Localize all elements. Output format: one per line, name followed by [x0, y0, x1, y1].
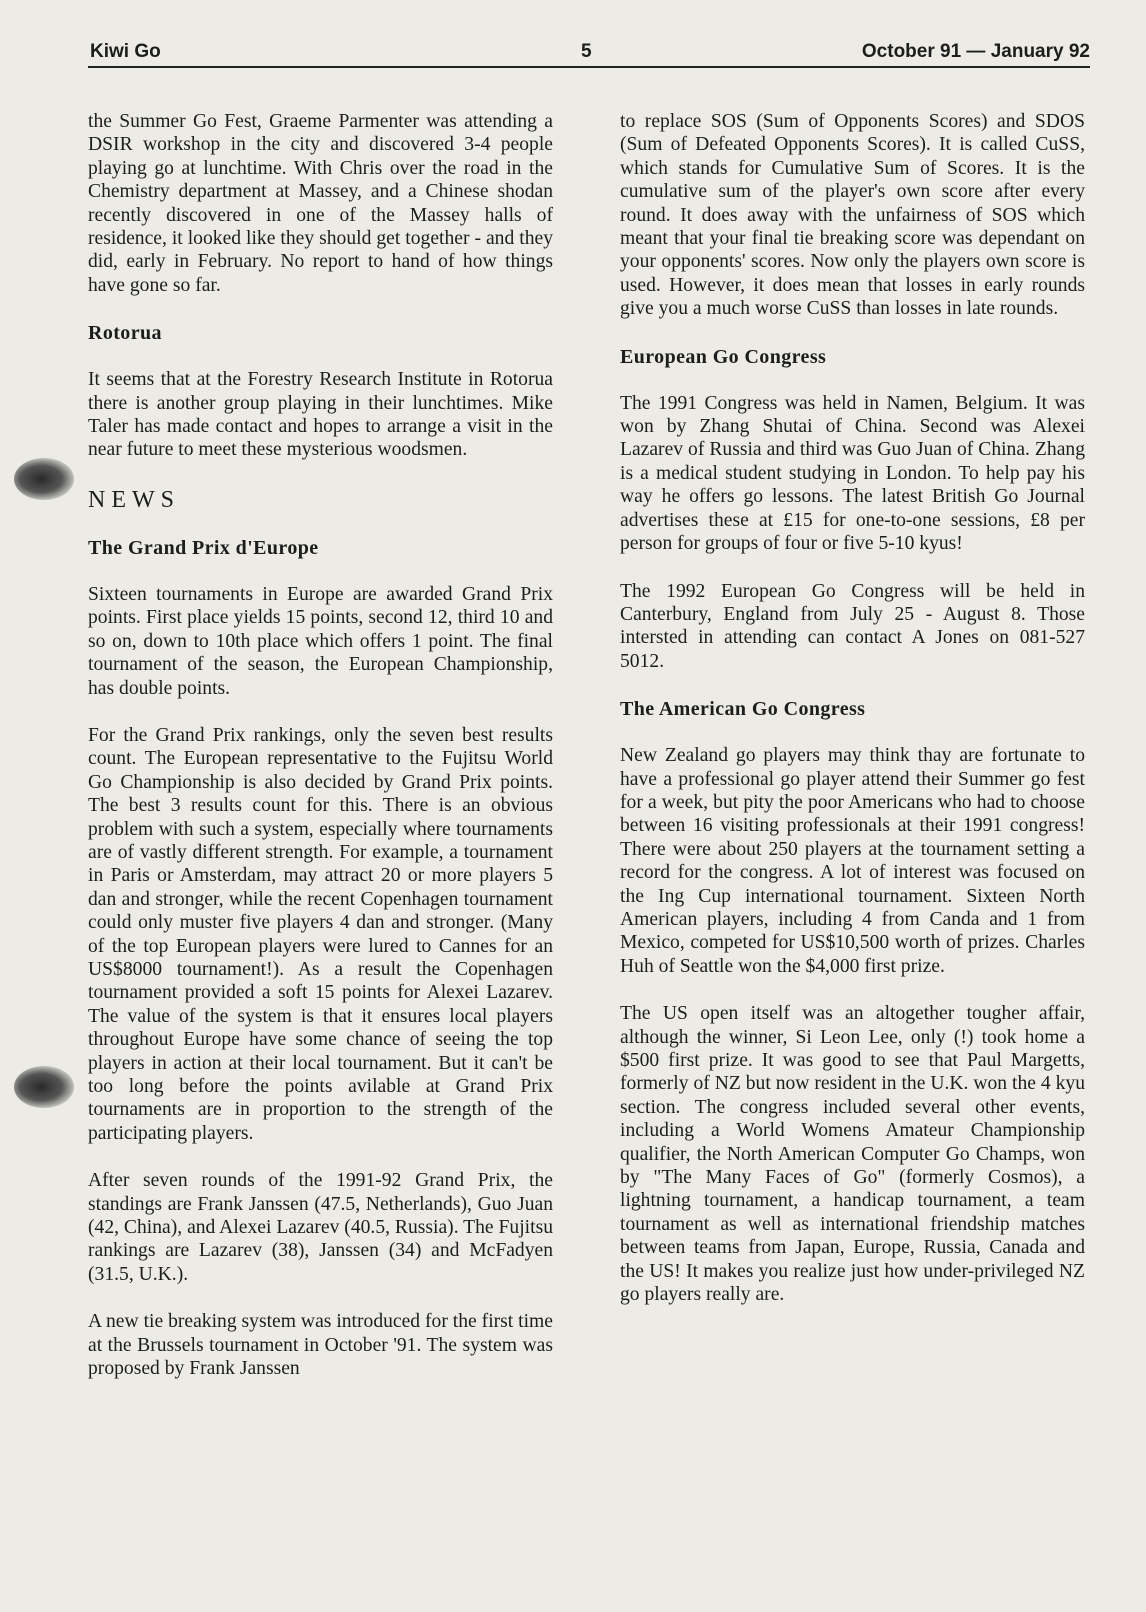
paragraph-grand-prix-rankings: For the Grand Prix rankings, only the seven best results count. The European representative to the Fujitsu World Go Championship is also decided by Grand Prix points. The best 3 results count for this. There is an obvious problem with such a system, especially where tournaments are of vastly different strength. For example, a tournament in Paris or Amsterdam, may attract 20 or more players 5 dan and stronger, while the recent Copenhagen tournament could only muster five players 4 dan and stronger. (Many of the top European players were lured to Cannes for an US$8000 tournament!). As a result the Copenhagen tournament provided a soft 15 points for Alexei Lazarev. The value of the system is that it ensures local players throughout Europe have some chance of seeing the top players in action at their local tournament. But it can't be too long before the points avilable at Grand Prix tournaments are in proportion to the strength of the participating players.	[88, 724, 553, 1144]
page-number: 5	[581, 41, 592, 62]
left-column	[88, 110, 553, 1404]
binder-hole-lower	[14, 1066, 74, 1108]
section-heading-news: NEWS	[88, 486, 180, 513]
paragraph-summer-go-fest: the Summer Go Fest, Graeme Parmenter was attending a DSIR workshop in the city and discovered 3-4 people playing go at lunchtime. With Chris over the road in the Chemistry department at Massey, and a Chinese shodan recently discovered in one of the Massey halls of residence, it looked like they should get together - and they did, early in February. No report to hand of how things have gone so far.	[88, 111, 553, 296]
publication-name: Kiwi Go	[90, 41, 161, 62]
paragraph-cuss: to replace SOS (Sum of Opponents Scores) and SDOS (Sum of Defeated Opponents Scores). It is called CuSS, which stands for Cumulative Sum of Scores. It is the cumulative sum of the player's own score after every round. It does away with the unfairness of SOS which meant that your final tie breaking score was dependant on your opponents' scores. Now only the players own score is used. However, it does mean that losses in early rounds give you a much worse CuSS than losses in late rounds.	[620, 111, 1085, 320]
right-column	[620, 110, 1085, 1330]
heading-american-congress: The American Go Congress	[620, 698, 866, 721]
paragraph-grand-prix-points: Sixteen tournaments in Europe are awarded Grand Prix points. First place yields 15 points, second 12, third 10 and so on, down to 10th place which offers 1 point. The final tournament of the season, the European Championship, has double points.	[88, 583, 553, 699]
binder-hole-upper	[14, 458, 74, 500]
paragraph-european-1991: The 1991 Congress was held in Namen, Belgium. It was won by Zhang Shutai of China. Second was Alexei Lazarev of Russia and third was Guo Juan of China. Zhang is a medical student studying in London. To help pay his way he offers go lessons. The latest British Go Journal advertises these at £15 for one-to-one sessions, £8 per person for groups of four or five 5-10 kyus!	[620, 392, 1085, 555]
paragraph-rotorua: It seems that at the Forestry Research Institute in Rotorua there is another group playing in their lunchtimes. Mike Taler has made contact and hopes to arrange a visit in the near future to meet these mysterious woodsmen.	[88, 369, 553, 461]
heading-european-congress: European Go Congress	[620, 345, 827, 368]
heading-grand-prix: The Grand Prix d'Europe	[88, 536, 319, 559]
page-header	[88, 38, 1090, 68]
paragraph-tie-breaking: A new tie breaking system was introduced for the first time at the Brussels tournament in October '91. The system was proposed by Frank Janssen	[88, 1311, 553, 1380]
issue-date: October 91 — January 92	[861, 41, 1090, 62]
heading-rotorua: Rotorua	[88, 322, 162, 345]
paragraph-european-1992: The 1992 European Go Congress will be held in Canterbury, England from July 25 - August 8. Those intersted in attending can contact A Jones on 081-527 5012.	[620, 580, 1085, 672]
paragraph-american-congress: New Zealand go players may think thay are fortunate to have a professional go player attend their Summer go fest for a week, but pity the poor Americans who had to choose between 16 visiting professionals at their 1991 congress! There were about 250 players at the tournament setting a record for the congress. A lot of interest was focused on the Ing Cup international tournament. Sixteen North American players, including 4 from Canda and 1 from Mexico, competed for US$10,500 worth of prizes. Charles Huh of Seattle won the $4,000 first prize.	[620, 745, 1085, 977]
paragraph-grand-prix-standings: After seven rounds of the 1991-92 Grand Prix, the standings are Frank Janssen (47.5, Netherlands), Guo Juan (42, China), and Alexei Lazarev (40.5, Russia). The Fujitsu rankings are Lazarev (38), Janssen (34) and McFadyen (31.5, U.K.).	[88, 1170, 553, 1285]
paragraph-us-open: The US open itself was an altogether tougher affair, although the winner, Si Leon Lee, only (!) took home a $500 first prize. It was good to see that Paul Margetts, formerly of NZ but now resident in the U.K. won the 4 kyu section. The congress included several other events, including a World Womens Amateur Championship qualifier, the North American Computer Go Champs, won by "The Many Faces of Go" (formerly Cosmos), a lightning tournament, a handicap tournament, a team tournament as well as international friendship matches between teams from Japan, Europe, Russia, Canada and the US! It makes you realize just how under-privileged NZ go players really are.	[620, 1003, 1085, 1306]
